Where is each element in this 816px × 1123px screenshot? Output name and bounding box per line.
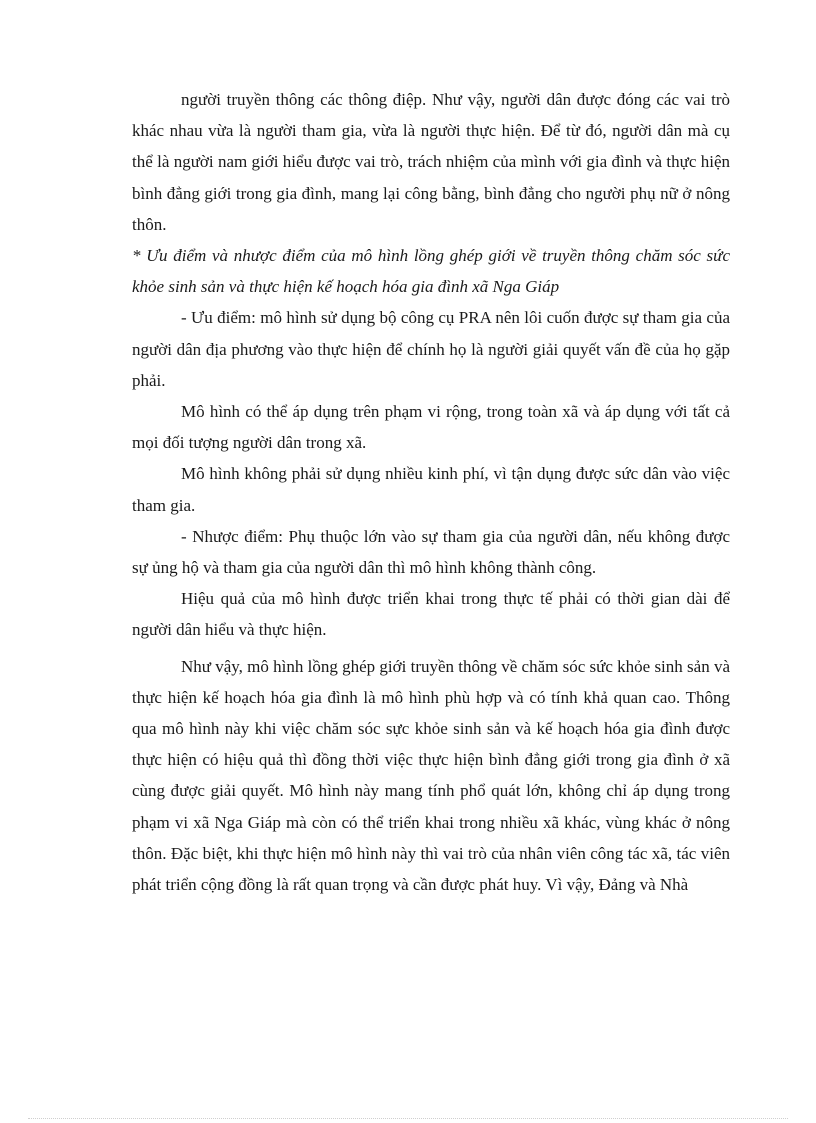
paragraph-wide-scope: Mô hình có thể áp dụng trên phạm vi rộng, trong toàn xã và áp dụng với tất cả mọi đối tượng người dân trong xã. — [132, 402, 730, 453]
paragraph-disadvantages: - Nhược điểm: Phụ thuộc lớn vào sự tham gia của người dân, nếu không được sự ủng hộ và tham gia của người dân thì mô hình không thành công. — [132, 526, 730, 578]
paragraph-conclusion: Như vậy, mô hình lồng ghép giới truyền thông về chăm sóc sức khỏe sinh sản và thực hiện kế hoạch hóa gia đình là mô hình phù hợp và có tính khả quan cao. Thông qua mô hình này khi việc chăm sóc sực khỏe sinh sản và kế hoạch hóa gia đình được thực hiện có hiệu quả thì đồng thời việc thực hiện bình đẳng giới trong gia đình ở xã cùng được giải quyết. Mô hình này mang tính phổ quát lớn, không chỉ áp dụng trong phạm vi xã Nga Giáp mà còn có thể triển khai trong nhiều xã khác, vùng khác ở nông thôn. Đặc biệt, khi thực hiện mô hình này thì vai trò của nhân viên công tác xã, tác viên phát triển cộng đồng là rất quan trọng và cần được phát huy. Vì vậy, Đảng và Nhà — [132, 656, 730, 895]
paragraph-effectiveness: Hiệu quả của mô hình được triển khai trong thực tế phải có thời gian dài để người dân hiểu và thực hiện. — [132, 589, 730, 640]
paragraph-low-cost: Mô hình không phải sử dụng nhiều kinh phí, vì tận dụng được sức dân vào việc tham gia. — [132, 464, 730, 515]
paragraph-communication-roles: người truyền thông các thông điệp. Như vậy, người dân được đóng các vai trò khác nhau vừa là người tham gia, vừa là người thực hiện. Để từ đó, người dân mà cụ thể là người nam giới hiểu được vai trò, trách nhiệm của mình với gia đình và thực hiện bình đẳng giới trong gia đình, mang lại công bằng, bình đẳng cho người phụ nữ ở nông thôn. — [132, 90, 730, 234]
document-body — [132, 84, 730, 900]
section-heading-pros-cons: * Ưu điểm và nhược điểm của mô hình lồng ghép giới về truyền thông chăm sóc sức khỏe sinh sản và thực hiện kế hoạch hóa gia đình xã Nga Giáp — [132, 246, 730, 297]
page-bottom-divider — [28, 1118, 788, 1119]
paragraph-advantages: - Ưu điểm: mô hình sử dụng bộ công cụ PRA nên lôi cuốn được sự tham gia của người dân địa phương vào thực hiện để chính họ là người giải quyết vấn đề của họ gặp phải. — [132, 308, 730, 390]
